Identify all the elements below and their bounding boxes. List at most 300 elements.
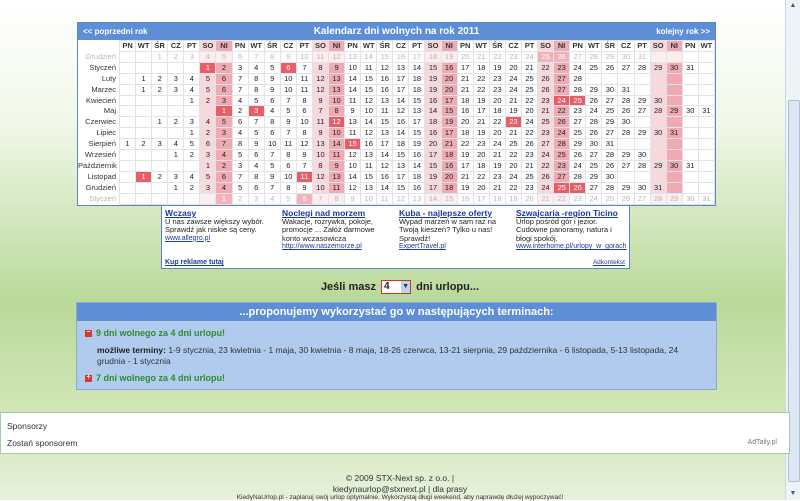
ad-item[interactable]	[165, 209, 277, 243]
day-cell[interactable]: 13	[361, 182, 377, 193]
day-cell[interactable]: 15	[409, 95, 425, 106]
day-cell[interactable]: 11	[329, 150, 345, 161]
day-cell[interactable]: 23	[521, 150, 537, 161]
day-cell[interactable]: 20	[441, 73, 457, 84]
day-cell[interactable]: 14	[393, 128, 409, 139]
day-cell[interactable]: 23	[538, 95, 554, 106]
day-cell[interactable]: 6	[296, 106, 312, 117]
day-cell[interactable]: 25	[570, 128, 586, 139]
day-cell[interactable]: 18	[409, 84, 425, 95]
day-cell[interactable]: 23	[521, 182, 537, 193]
day-cell[interactable]: 14	[345, 84, 361, 95]
day-cell[interactable]: 7	[280, 128, 296, 139]
day-cell[interactable]: 21	[505, 95, 521, 106]
day-cell[interactable]: 17	[457, 160, 473, 171]
day-cell[interactable]: 26	[618, 193, 634, 204]
day-cell[interactable]: 24	[505, 73, 521, 84]
day-cell[interactable]: 15	[441, 193, 457, 204]
day-cell[interactable]: 17	[393, 73, 409, 84]
day-cell[interactable]: 10	[329, 128, 345, 139]
day-cell[interactable]: 7	[232, 171, 248, 182]
day-cell[interactable]: 29	[602, 51, 618, 62]
day-cell[interactable]: 16	[409, 150, 425, 161]
day-cell[interactable]: 28	[650, 106, 666, 117]
day-cell[interactable]: 24	[554, 95, 570, 106]
day-cell[interactable]: 13	[409, 193, 425, 204]
day-cell[interactable]: 8	[296, 128, 312, 139]
day-cell[interactable]: 12	[329, 117, 345, 128]
day-cell[interactable]: 27	[586, 150, 602, 161]
day-cell[interactable]: 18	[489, 106, 505, 117]
day-cell[interactable]: 4	[216, 150, 232, 161]
day-cell[interactable]: 25	[586, 62, 602, 73]
day-cell[interactable]: 13	[377, 128, 393, 139]
day-cell[interactable]: 10	[312, 150, 328, 161]
day-cell[interactable]: 22	[473, 73, 489, 84]
day-cell[interactable]: 29	[618, 150, 634, 161]
result-option[interactable]	[85, 373, 225, 383]
ad-url[interactable]: ExpertTravel.pl	[399, 243, 446, 250]
day-cell[interactable]: 6	[216, 84, 232, 95]
day-cell[interactable]: 9	[264, 171, 280, 182]
day-cell[interactable]: 28	[634, 160, 650, 171]
day-cell[interactable]: 16	[441, 160, 457, 171]
day-cell[interactable]: 8	[264, 51, 280, 62]
day-cell[interactable]: 20	[489, 95, 505, 106]
day-cell[interactable]: 22	[554, 106, 570, 117]
day-cell[interactable]: 8	[312, 62, 328, 73]
day-cell[interactable]: 12	[377, 62, 393, 73]
day-cell[interactable]: 27	[538, 139, 554, 150]
day-cell[interactable]: 1	[136, 73, 152, 84]
day-cell[interactable]: 5	[184, 139, 200, 150]
day-cell[interactable]: 9	[312, 128, 328, 139]
day-cell[interactable]: 3	[168, 73, 184, 84]
day-cell[interactable]: 15	[393, 150, 409, 161]
day-cell[interactable]: 7	[312, 106, 328, 117]
day-cell[interactable]: 27	[618, 160, 634, 171]
day-cell[interactable]: 9	[296, 182, 312, 193]
day-cell[interactable]: 9	[296, 150, 312, 161]
day-cell[interactable]: 4	[216, 182, 232, 193]
result-option[interactable]	[85, 328, 225, 338]
day-cell[interactable]: 11	[377, 106, 393, 117]
day-cell[interactable]: 16	[457, 106, 473, 117]
day-cell[interactable]: 29	[570, 139, 586, 150]
day-cell[interactable]: 6	[232, 51, 248, 62]
day-cell[interactable]: 19	[441, 117, 457, 128]
day-cell[interactable]: 22	[521, 95, 537, 106]
day-cell[interactable]: 12	[296, 139, 312, 150]
day-cell[interactable]: 4	[248, 62, 264, 73]
day-cell[interactable]: 1	[152, 117, 168, 128]
day-cell[interactable]: 2	[184, 182, 200, 193]
day-cell[interactable]: 21	[457, 84, 473, 95]
result-option-label[interactable]: 7 dni wolnego za 4 dni urlopu!	[96, 373, 225, 383]
day-cell[interactable]: 3	[248, 106, 264, 117]
day-cell[interactable]: 8	[312, 160, 328, 171]
day-cell[interactable]: 18	[425, 117, 441, 128]
day-cell[interactable]: 15	[377, 117, 393, 128]
day-cell[interactable]: 16	[377, 73, 393, 84]
day-cell[interactable]: 30	[618, 117, 634, 128]
scroll-up-icon[interactable]: ▲	[789, 2, 797, 9]
day-cell[interactable]: 27	[554, 171, 570, 182]
ad-url[interactable]: www.allegro.pl	[165, 234, 211, 242]
day-cell[interactable]: 2	[232, 193, 248, 204]
day-cell[interactable]: 7	[248, 117, 264, 128]
day-cell[interactable]: 22	[554, 193, 570, 204]
day-cell[interactable]: 16	[409, 182, 425, 193]
day-cell[interactable]: 1	[136, 171, 152, 182]
day-cell[interactable]: 10	[312, 182, 328, 193]
day-cell[interactable]: 15	[345, 139, 361, 150]
day-cell[interactable]: 10	[345, 160, 361, 171]
day-cell[interactable]: 20	[505, 62, 521, 73]
day-cell[interactable]: 11	[312, 51, 328, 62]
day-cell[interactable]: 23	[570, 106, 586, 117]
day-cell[interactable]: 31	[698, 106, 714, 117]
day-cell[interactable]: 10	[361, 106, 377, 117]
day-cell[interactable]: 22	[489, 117, 505, 128]
day-cell[interactable]: 28	[602, 182, 618, 193]
day-cell[interactable]: 9	[280, 51, 296, 62]
day-cell[interactable]: 21	[457, 171, 473, 182]
day-cell[interactable]: 13	[393, 160, 409, 171]
day-cell[interactable]: 19	[489, 62, 505, 73]
day-cell[interactable]: 2	[200, 95, 216, 106]
day-cell[interactable]: 26	[538, 84, 554, 95]
day-cell[interactable]: 28	[602, 150, 618, 161]
day-cell[interactable]: 27	[618, 62, 634, 73]
ad-title[interactable]: Noclegi nad morzem	[282, 208, 366, 218]
day-cell[interactable]: 6	[216, 73, 232, 84]
day-cell[interactable]: 23	[570, 193, 586, 204]
day-cell[interactable]: 24	[538, 182, 554, 193]
day-cell[interactable]: 22	[521, 128, 537, 139]
day-cell[interactable]: 26	[538, 171, 554, 182]
day-cell[interactable]: 11	[280, 139, 296, 150]
day-cell[interactable]: 23	[554, 160, 570, 171]
day-cell[interactable]: 1	[168, 182, 184, 193]
ad-item[interactable]	[399, 209, 511, 252]
day-cell[interactable]: 22	[473, 171, 489, 182]
day-cell[interactable]: 11	[296, 73, 312, 84]
day-cell[interactable]: 4	[232, 128, 248, 139]
day-cell[interactable]: 2	[168, 51, 184, 62]
day-cell[interactable]: 4	[232, 95, 248, 106]
day-cell[interactable]: 13	[377, 95, 393, 106]
day-cell[interactable]: 14	[361, 51, 377, 62]
ad-item[interactable]	[282, 209, 394, 252]
day-cell[interactable]: 23	[554, 62, 570, 73]
day-cell[interactable]: 25	[538, 117, 554, 128]
day-cell[interactable]: 17	[409, 117, 425, 128]
day-cell[interactable]: 16	[361, 139, 377, 150]
day-cell[interactable]: 10	[264, 139, 280, 150]
day-cell[interactable]: 3	[184, 117, 200, 128]
day-cell[interactable]: 1	[184, 95, 200, 106]
day-cell[interactable]: 6	[216, 171, 232, 182]
day-cell[interactable]: 7	[296, 160, 312, 171]
day-cell[interactable]: 19	[425, 73, 441, 84]
day-cell[interactable]: 17	[409, 51, 425, 62]
day-cell[interactable]: 11	[312, 117, 328, 128]
day-cell[interactable]: 30	[602, 171, 618, 182]
day-cell[interactable]: 22	[538, 62, 554, 73]
day-cell[interactable]: 23	[489, 84, 505, 95]
day-cell[interactable]: 23	[489, 171, 505, 182]
ad-url[interactable]: http://www.naszemorze.pl	[282, 243, 362, 250]
day-cell[interactable]: 5	[200, 73, 216, 84]
day-cell[interactable]: 18	[473, 160, 489, 171]
day-cell[interactable]: 26	[570, 150, 586, 161]
day-cell[interactable]: 14	[425, 193, 441, 204]
day-cell[interactable]: 16	[457, 193, 473, 204]
day-cell[interactable]: 27	[570, 117, 586, 128]
day-cell[interactable]: 4	[200, 51, 216, 62]
day-cell[interactable]: 14	[393, 95, 409, 106]
day-cell[interactable]: 2	[136, 139, 152, 150]
day-cell[interactable]: 18	[409, 171, 425, 182]
day-cell[interactable]: 26	[554, 117, 570, 128]
day-cell[interactable]: 20	[521, 106, 537, 117]
ad-item[interactable]	[516, 209, 628, 252]
day-cell[interactable]: 8	[248, 73, 264, 84]
day-cell[interactable]: 8	[232, 139, 248, 150]
day-cell[interactable]: 15	[361, 84, 377, 95]
day-cell[interactable]: 14	[345, 73, 361, 84]
day-cell[interactable]: 4	[184, 171, 200, 182]
day-cell[interactable]: 21	[538, 193, 554, 204]
email-link[interactable]: kiedynaurlop@stxnext.pl	[332, 484, 426, 494]
day-cell[interactable]: 25	[602, 193, 618, 204]
day-cell[interactable]: 1	[216, 106, 232, 117]
day-cell[interactable]: 28	[586, 117, 602, 128]
ad-title[interactable]: Szwajcaria -region Ticino	[516, 208, 618, 218]
day-cell[interactable]: 31	[650, 182, 666, 193]
day-cell[interactable]: 7	[264, 182, 280, 193]
day-cell[interactable]: 24	[586, 193, 602, 204]
day-cell[interactable]: 12	[377, 160, 393, 171]
day-cell[interactable]: 5	[248, 95, 264, 106]
day-cell[interactable]: 17	[473, 193, 489, 204]
day-cell[interactable]: 2	[152, 171, 168, 182]
day-cell[interactable]: 29	[666, 193, 682, 204]
day-cell[interactable]: 2	[152, 73, 168, 84]
day-cell[interactable]: 5	[280, 193, 296, 204]
day-cell[interactable]: 22	[505, 182, 521, 193]
day-cell[interactable]: 24	[554, 128, 570, 139]
day-cell[interactable]: 11	[329, 182, 345, 193]
day-cell[interactable]: 13	[409, 106, 425, 117]
day-cell[interactable]: 27	[554, 84, 570, 95]
day-cell[interactable]: 5	[216, 117, 232, 128]
day-cell[interactable]: 29	[650, 62, 666, 73]
day-cell[interactable]: 24	[570, 160, 586, 171]
day-cell[interactable]: 30	[666, 62, 682, 73]
day-cell[interactable]: 24	[570, 62, 586, 73]
day-cell[interactable]: 18	[441, 150, 457, 161]
day-cell[interactable]: 23	[505, 51, 521, 62]
day-cell[interactable]: 26	[521, 139, 537, 150]
day-cell[interactable]: 5	[280, 106, 296, 117]
day-cell[interactable]: 31	[634, 51, 650, 62]
day-cell[interactable]: 15	[361, 73, 377, 84]
day-cell[interactable]: 4	[264, 106, 280, 117]
day-cell[interactable]: 1	[136, 84, 152, 95]
day-cell[interactable]: 26	[570, 182, 586, 193]
day-cell[interactable]: 4	[248, 160, 264, 171]
chevron-down-icon[interactable]: ▼	[401, 281, 410, 293]
day-cell[interactable]: 9	[264, 73, 280, 84]
day-cell[interactable]: 3	[184, 51, 200, 62]
day-cell[interactable]: 2	[216, 62, 232, 73]
day-cell[interactable]: 18	[457, 95, 473, 106]
day-cell[interactable]: 7	[216, 139, 232, 150]
day-cell[interactable]: 31	[602, 139, 618, 150]
next-year-link[interactable]: kolejny rok >>	[656, 27, 710, 36]
day-cell[interactable]: 17	[457, 62, 473, 73]
day-cell[interactable]: 6	[296, 193, 312, 204]
day-cell[interactable]: 18	[425, 51, 441, 62]
day-cell[interactable]: 24	[538, 150, 554, 161]
day-cell[interactable]: 10	[296, 117, 312, 128]
day-cell[interactable]: 17	[393, 84, 409, 95]
day-cell[interactable]: 5	[264, 160, 280, 171]
collapse-icon[interactable]: −	[86, 329, 91, 337]
prev-year-link[interactable]: << poprzedni rok	[83, 27, 148, 36]
day-cell[interactable]: 11	[377, 193, 393, 204]
day-cell[interactable]: 5	[264, 62, 280, 73]
day-cell[interactable]: 8	[248, 171, 264, 182]
vacation-days-select[interactable]	[381, 280, 411, 294]
day-cell[interactable]: 20	[441, 171, 457, 182]
day-cell[interactable]: 6	[200, 139, 216, 150]
day-cell[interactable]: 20	[457, 51, 473, 62]
day-cell[interactable]: 9	[329, 62, 345, 73]
day-cell[interactable]: 19	[425, 84, 441, 95]
day-cell[interactable]: 27	[634, 193, 650, 204]
day-cell[interactable]: 17	[377, 139, 393, 150]
day-cell[interactable]: 3	[232, 160, 248, 171]
day-cell[interactable]: 6	[280, 62, 296, 73]
day-cell[interactable]: 31	[682, 62, 698, 73]
day-cell[interactable]: 20	[457, 117, 473, 128]
day-cell[interactable]: 27	[602, 128, 618, 139]
day-cell[interactable]: 19	[505, 106, 521, 117]
day-cell[interactable]: 10	[361, 193, 377, 204]
day-cell[interactable]: 17	[441, 128, 457, 139]
day-cell[interactable]: 12	[312, 84, 328, 95]
day-cell[interactable]: 25	[538, 51, 554, 62]
day-cell[interactable]: 14	[361, 117, 377, 128]
result-option-label[interactable]: 9 dni wolnego za 4 dni urlopu!	[96, 328, 225, 338]
day-cell[interactable]: 25	[521, 171, 537, 182]
day-cell[interactable]: 18	[473, 62, 489, 73]
day-cell[interactable]: 7	[296, 62, 312, 73]
day-cell[interactable]: 9	[345, 106, 361, 117]
day-cell[interactable]: 28	[650, 193, 666, 204]
day-cell[interactable]: 3	[200, 150, 216, 161]
day-cell[interactable]: 29	[586, 171, 602, 182]
day-cell[interactable]: 12	[361, 95, 377, 106]
day-cell[interactable]: 20	[425, 139, 441, 150]
day-cell[interactable]: 21	[489, 182, 505, 193]
day-cell[interactable]: 13	[329, 84, 345, 95]
day-cell[interactable]: 5	[232, 182, 248, 193]
day-cell[interactable]: 23	[505, 117, 521, 128]
day-cell[interactable]: 27	[602, 95, 618, 106]
day-cell[interactable]: 29	[666, 106, 682, 117]
day-cell[interactable]: 18	[489, 193, 505, 204]
day-cell[interactable]: 17	[425, 182, 441, 193]
day-cell[interactable]: 5	[248, 128, 264, 139]
day-cell[interactable]: 28	[570, 84, 586, 95]
day-cell[interactable]: 29	[650, 160, 666, 171]
day-cell[interactable]: 11	[361, 160, 377, 171]
day-cell[interactable]: 10	[280, 84, 296, 95]
day-cell[interactable]: 14	[377, 150, 393, 161]
day-cell[interactable]: 9	[329, 160, 345, 171]
day-cell[interactable]: 16	[377, 84, 393, 95]
day-cell[interactable]: 28	[618, 95, 634, 106]
day-cell[interactable]: 17	[425, 150, 441, 161]
day-cell[interactable]: 14	[425, 106, 441, 117]
day-cell[interactable]: 14	[345, 171, 361, 182]
day-cell[interactable]: 25	[554, 150, 570, 161]
adkontekst-link[interactable]: Adkontekst	[592, 259, 625, 266]
day-cell[interactable]: 1	[200, 160, 216, 171]
day-cell[interactable]: 28	[570, 73, 586, 84]
day-cell[interactable]: 1	[120, 139, 136, 150]
day-cell[interactable]: 3	[168, 171, 184, 182]
day-cell[interactable]: 21	[521, 160, 537, 171]
day-cell[interactable]: 4	[184, 84, 200, 95]
day-cell[interactable]: 3	[232, 62, 248, 73]
day-cell[interactable]: 5	[200, 84, 216, 95]
day-cell[interactable]: 28	[634, 62, 650, 73]
day-cell[interactable]: 30	[634, 182, 650, 193]
day-cell[interactable]: 22	[505, 150, 521, 161]
press-link[interactable]: dla prasy	[432, 484, 468, 494]
day-cell[interactable]: 11	[296, 171, 312, 182]
day-cell[interactable]: 6	[232, 117, 248, 128]
day-cell[interactable]: 15	[361, 171, 377, 182]
day-cell[interactable]: 26	[586, 95, 602, 106]
day-cell[interactable]: 30	[682, 106, 698, 117]
day-cell[interactable]: 4	[264, 193, 280, 204]
day-cell[interactable]: 16	[441, 62, 457, 73]
day-cell[interactable]: 1	[200, 62, 216, 73]
day-cell[interactable]: 19	[425, 171, 441, 182]
day-cell[interactable]: 21	[473, 117, 489, 128]
day-cell[interactable]: 12	[312, 171, 328, 182]
day-cell[interactable]: 21	[489, 150, 505, 161]
day-cell[interactable]: 24	[521, 117, 537, 128]
day-cell[interactable]: 4	[200, 117, 216, 128]
day-cell[interactable]: 30	[618, 51, 634, 62]
day-cell[interactable]: 16	[393, 51, 409, 62]
day-cell[interactable]: 29	[634, 128, 650, 139]
day-cell[interactable]: 25	[521, 73, 537, 84]
day-cell[interactable]: 12	[393, 106, 409, 117]
day-cell[interactable]: 8	[329, 106, 345, 117]
ad-title[interactable]: Wczasy	[165, 208, 197, 218]
day-cell[interactable]: 15	[425, 62, 441, 73]
day-cell[interactable]: 26	[586, 128, 602, 139]
day-cell[interactable]: 27	[554, 73, 570, 84]
